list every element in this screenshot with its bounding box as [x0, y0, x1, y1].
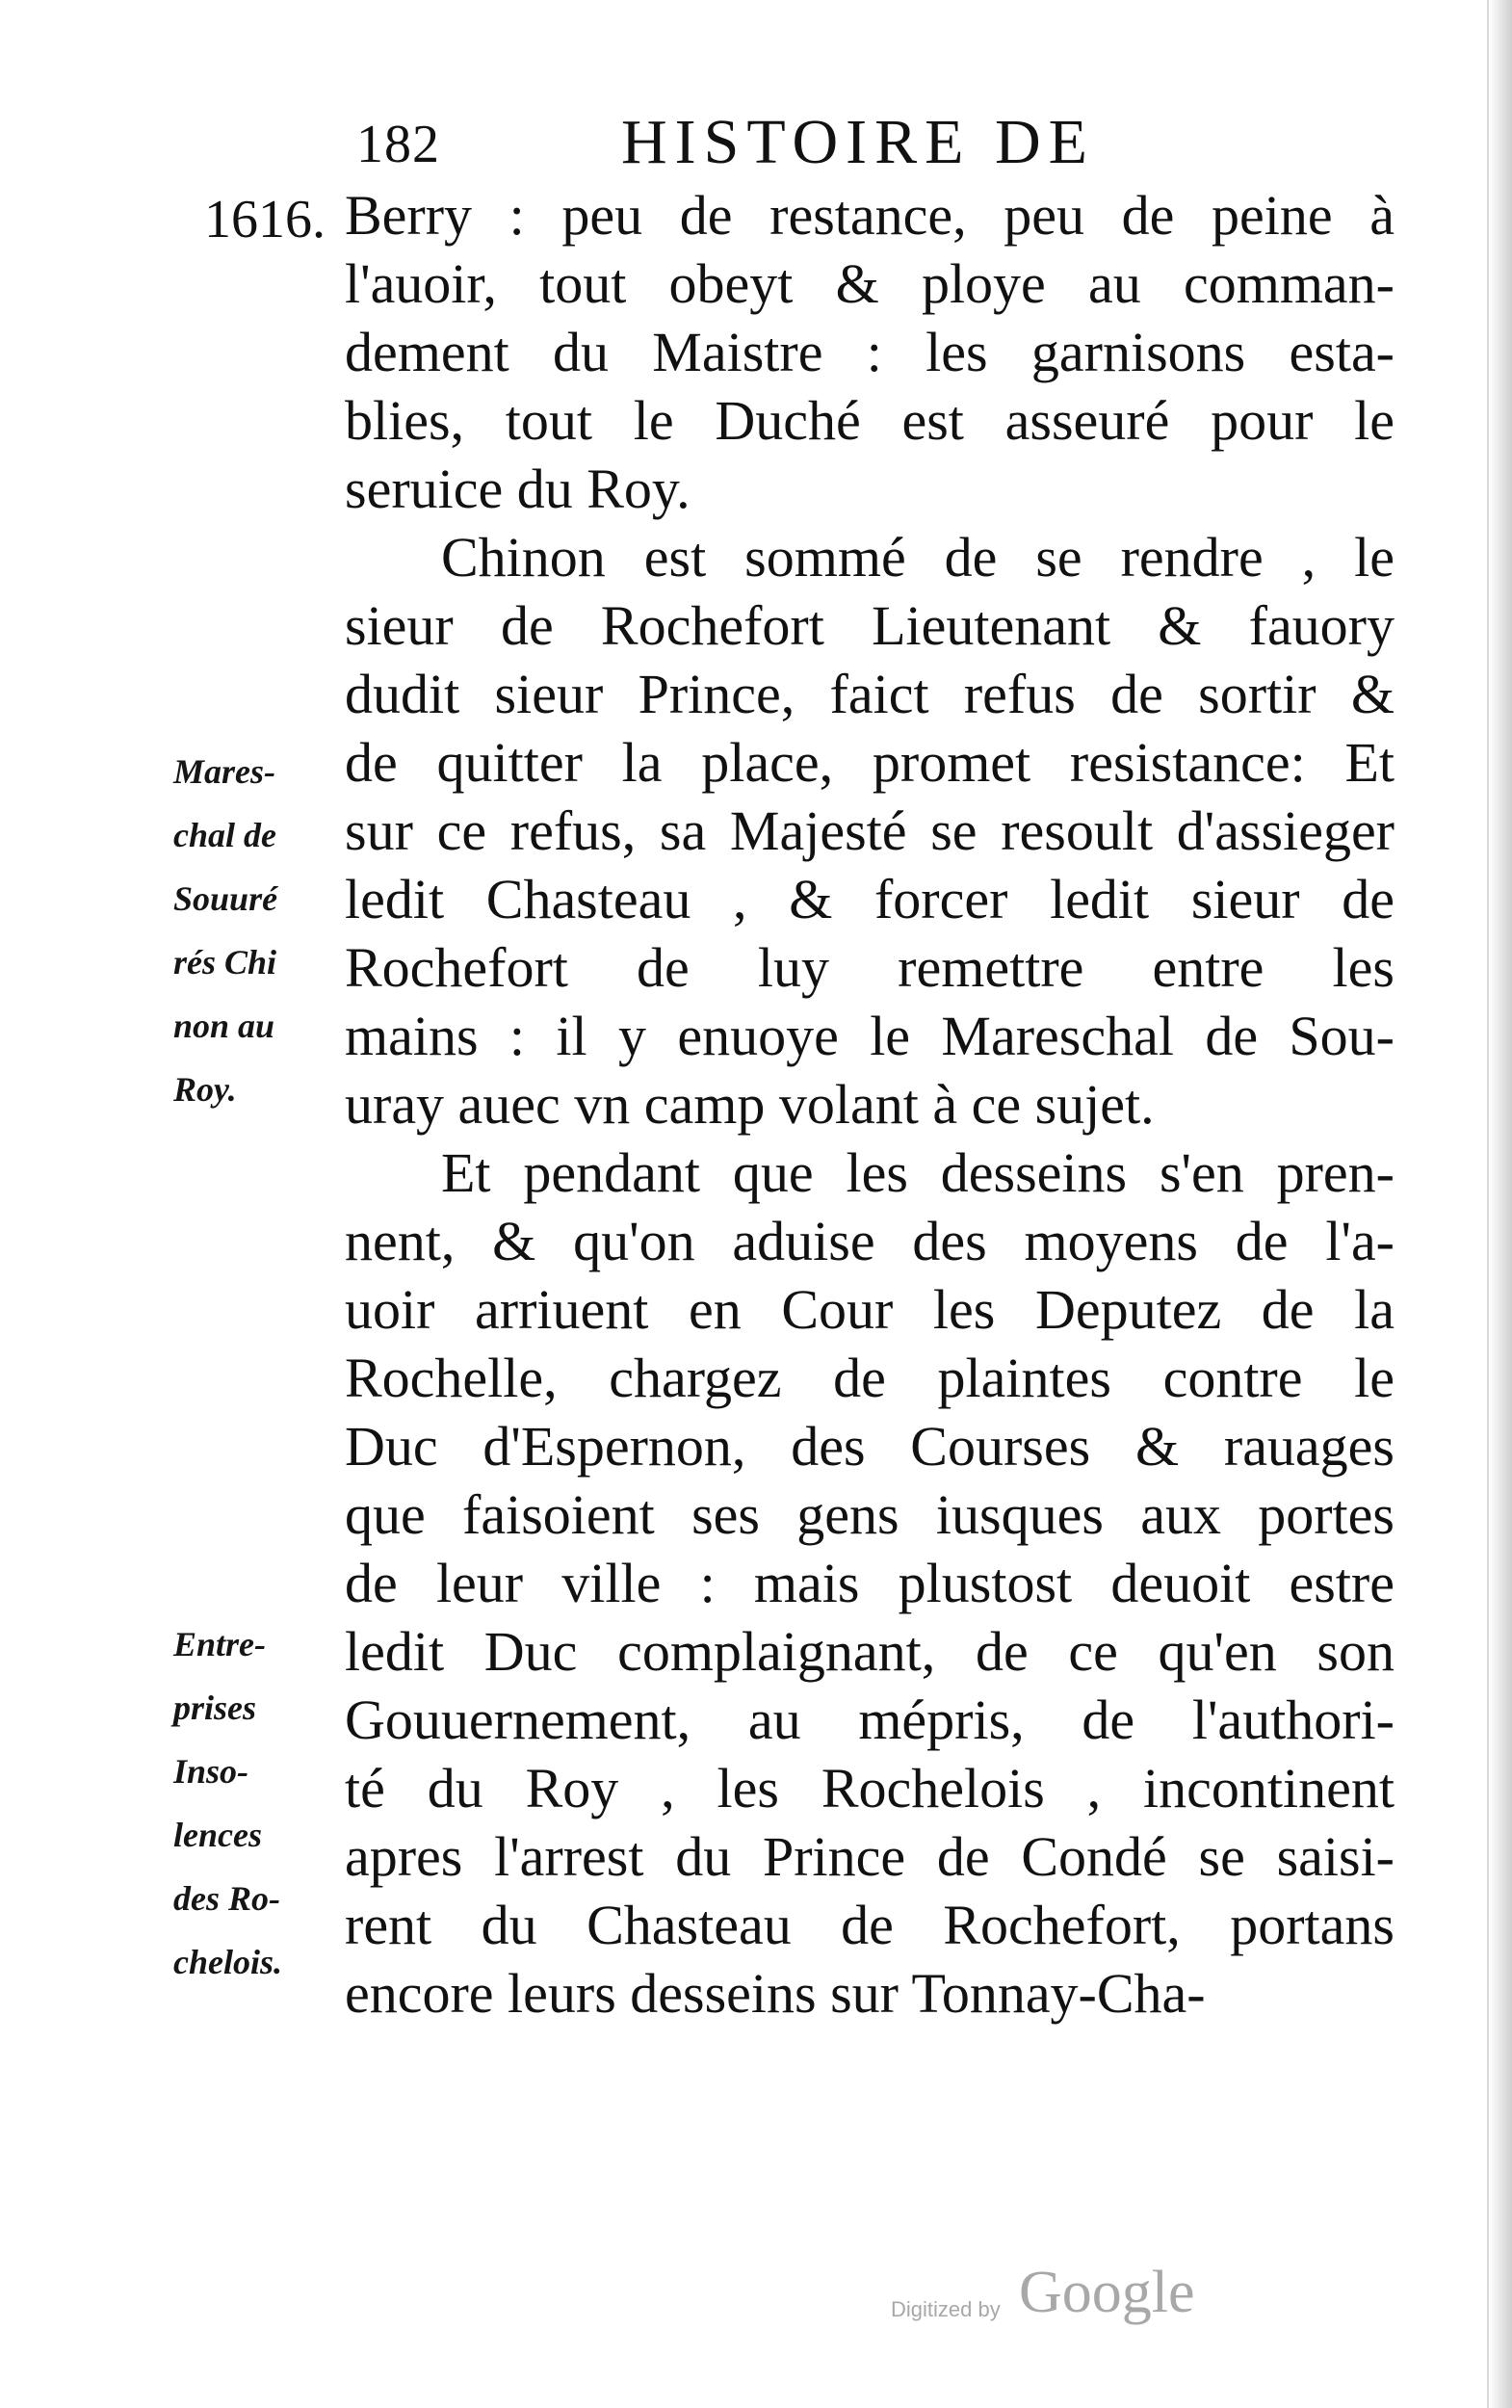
margin-note-line: Inso-: [173, 1752, 249, 1791]
margin-note-souvre: [173, 740, 335, 1121]
text-line: Chinon est sommé de se rendre , le: [441, 526, 1395, 589]
text-line: Et pendant que les desseins s'en pren-: [441, 1141, 1395, 1204]
text-line: nent, & qu'on aduise des moyens de l'a-: [345, 1210, 1395, 1272]
margin-note-line: non au: [173, 1007, 275, 1045]
text-line: de leur ville : mais plustost deuoit estre: [345, 1552, 1395, 1614]
text-line: Rochelle, chargez de plaintes contre le: [345, 1347, 1395, 1409]
text-line: que faisoient ses gens iusques aux portes: [345, 1483, 1395, 1546]
text-line: rent du Chasteau de Rochefort, portans: [345, 1894, 1395, 1956]
text-line: sieur de Rochefort Lieutenant & fauory: [345, 594, 1395, 657]
margin-note-line: Entre-: [173, 1625, 267, 1663]
text-line: de quitter la place, promet resistance: Et: [345, 731, 1395, 794]
text-line: Berry : peu de restance, peu de peine à: [345, 184, 1395, 247]
running-header: [356, 106, 1185, 183]
body-text: [345, 181, 1395, 2028]
margin-note-line: Roy.: [173, 1070, 237, 1109]
watermark-digitized-by: Digitized by: [891, 2297, 1001, 2321]
text-line: Gouuernement, au mépris, de l'authori-: [345, 1688, 1395, 1751]
margin-note-line: rés Chi: [173, 943, 277, 982]
margin-note-line: chelois.: [173, 1943, 282, 1981]
watermark-google-logo: Google: [1019, 2260, 1195, 2325]
text-line: seruice du Roy.: [345, 458, 691, 520]
page-edge-shadow: [1489, 0, 1512, 2408]
margin-note-line: prises: [173, 1688, 257, 1727]
margin-note-line: Mares-: [173, 752, 275, 791]
text-line: té du Roy , les Rochelois , incontinent: [345, 1757, 1395, 1819]
text-line: encore leurs desseins sur Tonnay-Cha-: [345, 1962, 1206, 2025]
text-line: uray auec vn camp volant à ce sujet.: [345, 1073, 1155, 1136]
margin-note-line: Souuré: [173, 879, 278, 918]
text-line: Duc d'Espernon, des Courses & rauages: [345, 1415, 1395, 1478]
digitized-watermark: [891, 2259, 1295, 2336]
text-line: Rochefort de luy remettre entre les: [345, 936, 1395, 999]
text-line: mains : il y enuoye le Mareschal de Sou-: [345, 1005, 1395, 1067]
text-line: sur ce refus, sa Majesté se resoult d'assieger: [345, 799, 1395, 862]
text-line: ledit Chasteau , & forcer ledit sieur de: [345, 868, 1395, 930]
text-line: dement du Maistre : les garnisons esta-: [345, 321, 1395, 383]
text-line: l'auoir, tout obeyt & ploye au comman-: [345, 252, 1395, 315]
margin-note-line: lences: [173, 1816, 262, 1854]
running-title: HISTOIRE DE: [621, 107, 1095, 177]
text-line: blies, tout le Duché est asseuré pour le: [345, 389, 1395, 452]
margin-note-rochelois: [173, 1612, 335, 1994]
text-line: dudit sieur Prince, faict refus de sortir &: [345, 663, 1395, 725]
margin-note-line: chal de: [173, 816, 276, 854]
text-line: uoir arriuent en Cour les Deputez de la: [345, 1278, 1395, 1341]
text-line: ledit Duc complaignant, de ce qu'en son: [345, 1620, 1395, 1683]
margin-year: 1616.: [204, 190, 326, 249]
page-number: 182: [356, 115, 440, 174]
text-line: apres l'arrest du Prince de Condé se saisi-: [345, 1825, 1395, 1888]
margin-note-line: des Ro-: [173, 1879, 280, 1918]
